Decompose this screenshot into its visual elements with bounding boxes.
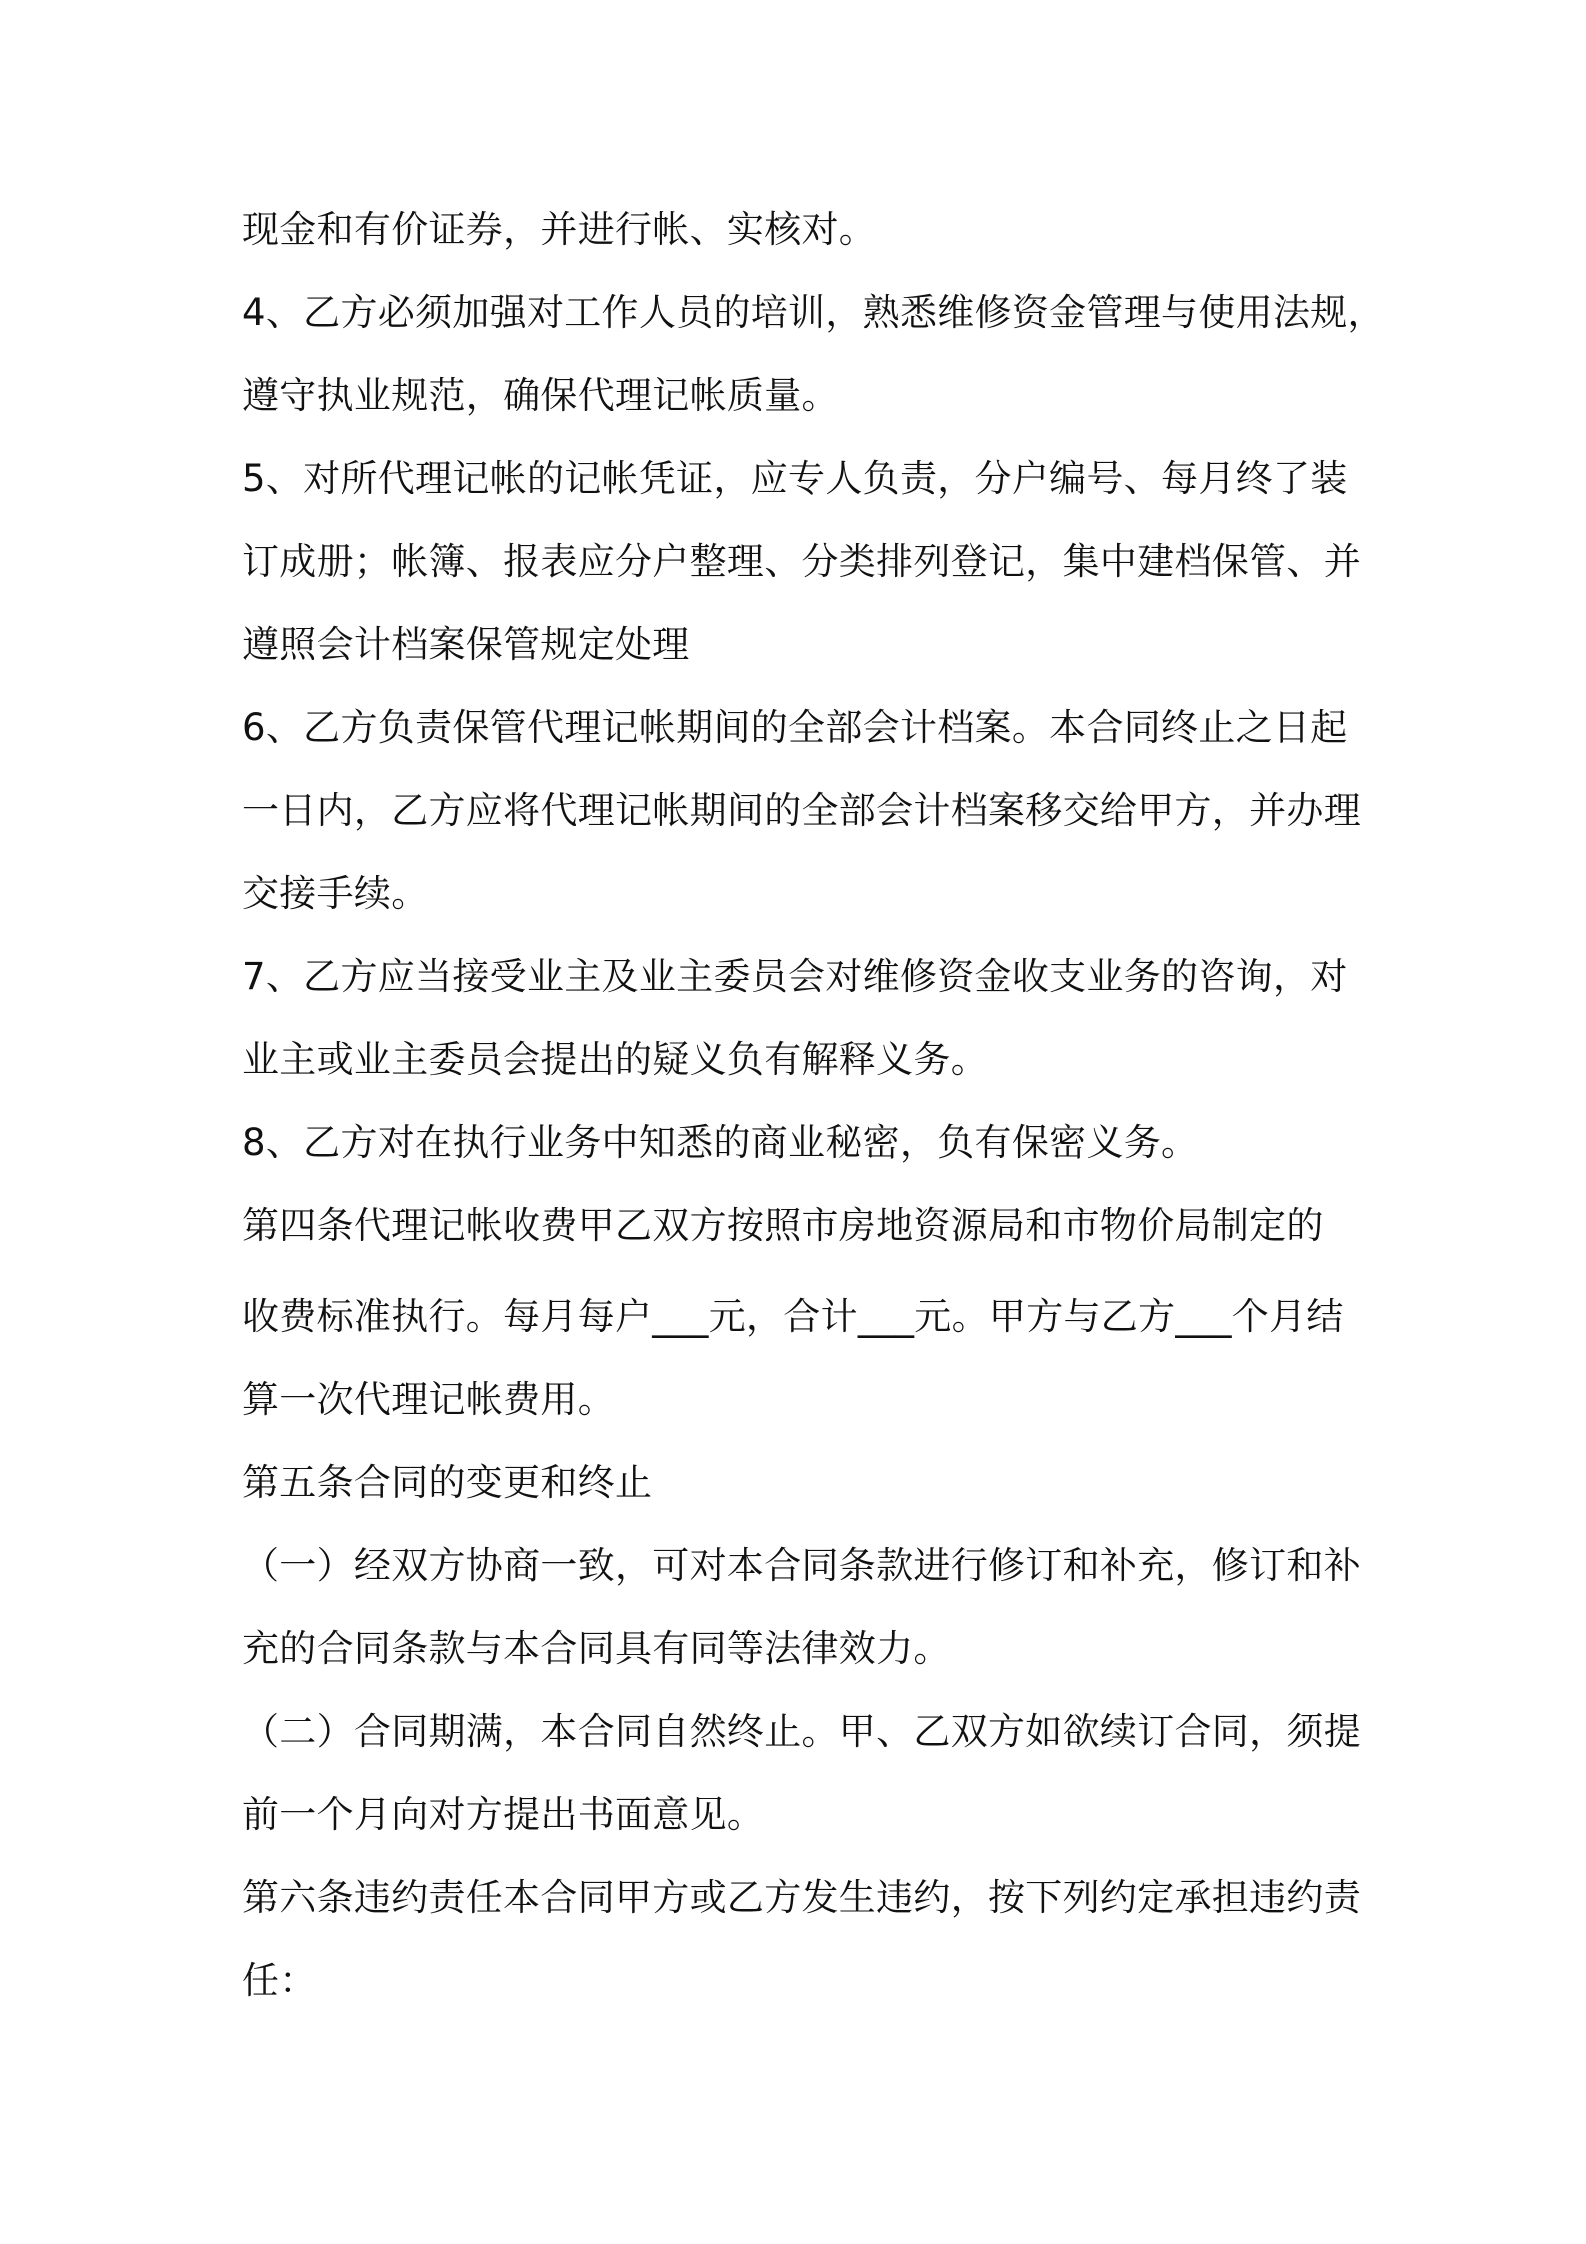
- text-line: 算一次代理记帐费用。: [242, 1378, 615, 1421]
- text-line: 订成册；帐簿、报表应分户整理、分类排列登记，集中建档保管、并: [242, 540, 1361, 583]
- text-line: 充的合同条款与本合同具有同等法律效力。: [242, 1627, 951, 1670]
- text-line: 现金和有价证券，并进行帐、实核对。: [242, 208, 877, 251]
- text-line: 4、乙方必须加强对工作人员的培训，熟悉维修资金管理与使用法规，: [242, 291, 1385, 334]
- text-line: 一日内，乙方应将代理记帐期间的全部会计档案移交给甲方，并办理: [242, 789, 1361, 832]
- text-line: 收费标准执行。每月每户___元，合计___元。甲方与乙方___个月结: [242, 1295, 1344, 1338]
- text-line: 前一个月向对方提出书面意见。: [242, 1793, 765, 1836]
- text-line: 7、乙方应当接受业主及业主委员会对维修资金收支业务的咨询，对: [242, 955, 1348, 998]
- text-line: （二）合同期满，本合同自然终止。甲、乙双方如欲续订合同，须提: [242, 1710, 1361, 1753]
- text-line: 第四条代理记帐收费甲乙双方按照市房地资源局和市物价局制定的: [242, 1204, 1324, 1247]
- text-line: 交接手续。: [242, 872, 429, 915]
- text-line: 5、对所代理记帐的记帐凭证，应专人负责，分户编号、每月终了装: [242, 457, 1348, 500]
- text-line: 第六条违约责任本合同甲方或乙方发生违约，按下列约定承担违约责: [242, 1876, 1361, 1919]
- text-line: 6、乙方负责保管代理记帐期间的全部会计档案。本合同终止之日起: [242, 706, 1348, 749]
- text-line: 8、乙方对在执行业务中知悉的商业秘密，负有保密义务。: [242, 1121, 1199, 1164]
- text-line: 任：: [242, 1959, 317, 2002]
- text-line: 第五条合同的变更和终止: [242, 1461, 653, 1504]
- text-line: 遵照会计档案保管规定处理: [242, 623, 690, 666]
- text-line: 业主或业主委员会提出的疑义负有解释义务。: [242, 1038, 988, 1081]
- text-line: （一）经双方协商一致，可对本合同条款进行修订和补充，修订和补: [242, 1544, 1361, 1587]
- text-line: 遵守执业规范，确保代理记帐质量。: [242, 374, 839, 417]
